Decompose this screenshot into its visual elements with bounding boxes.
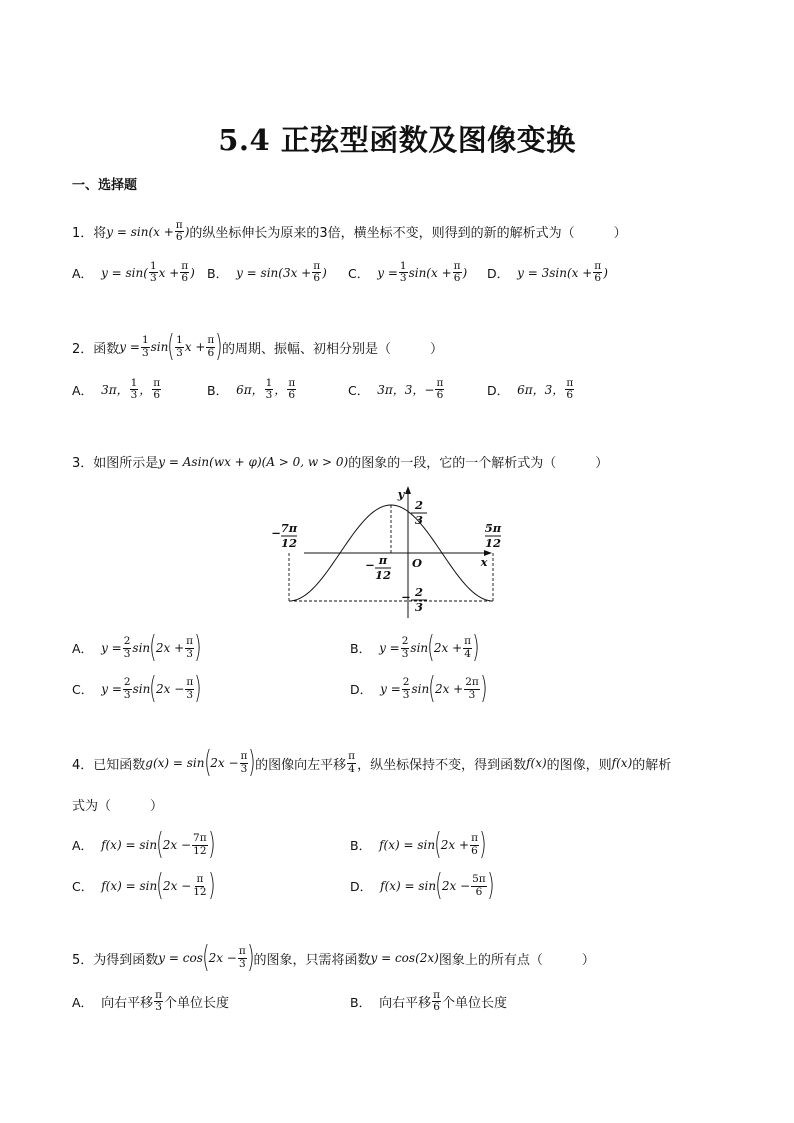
fraction [152, 378, 161, 401]
y-max-label-numerator: 2 [414, 498, 424, 512]
y-axis-label: y [397, 487, 405, 501]
math-run: 3π，3，− [377, 383, 435, 398]
fraction [185, 677, 194, 700]
left-paren: ( [428, 671, 436, 706]
fraction [265, 378, 274, 401]
fraction [192, 874, 207, 897]
parenthesized-group [156, 827, 216, 862]
parenthesized-group [149, 671, 202, 706]
fraction [347, 751, 356, 774]
math-run: y = [101, 682, 122, 696]
fraction [470, 833, 479, 856]
fraction [123, 636, 132, 659]
fraction-numerator: π [240, 750, 248, 763]
q1-stem [72, 220, 627, 243]
option-label: B． [350, 994, 372, 1010]
fraction-denominator: 3 [265, 389, 273, 402]
math-run: sin [132, 682, 151, 696]
fraction-numerator: 5π [472, 873, 486, 886]
q3-option-c[interactable] [72, 671, 202, 706]
q5-option-a[interactable] [72, 990, 229, 1013]
math-run: ) [190, 265, 195, 280]
fraction-numerator: π [238, 945, 246, 958]
math-run: y = cos [158, 951, 203, 965]
fraction-denominator: 3 [468, 688, 476, 701]
math-run: 2x + [155, 641, 185, 655]
text-run: 3．如图所示是 [72, 456, 159, 471]
fraction [402, 677, 411, 700]
fraction-numerator: 1 [265, 377, 273, 389]
parenthesized-group [202, 940, 255, 975]
parenthesized-group [434, 827, 487, 862]
fraction-numerator: π [181, 260, 189, 272]
right-paren: ) [207, 868, 216, 903]
parenthesized-group [427, 630, 480, 665]
text-run: 向右平移 [101, 996, 154, 1012]
q3-option-b[interactable] [350, 630, 480, 665]
option-label: B． [207, 382, 229, 398]
fraction [432, 990, 441, 1013]
fraction-numerator: π [186, 635, 194, 648]
fraction [464, 677, 480, 700]
fraction-denominator: 3 [399, 272, 407, 285]
fraction [593, 261, 602, 284]
math-run: 2x − [162, 838, 192, 852]
fraction-denominator: 3 [141, 346, 149, 359]
fraction [463, 636, 472, 659]
fraction-numerator: π [186, 676, 194, 689]
math-run: y = sin(x + [106, 224, 174, 239]
fraction [130, 378, 139, 401]
right-paren: ) [215, 329, 223, 364]
fraction-denominator: 6 [313, 272, 321, 285]
fraction-denominator: 6 [288, 389, 296, 402]
q4-stem [72, 745, 672, 780]
y-min-label-denominator: 3 [414, 600, 424, 614]
fraction-numerator: 2 [401, 635, 409, 648]
fraction-numerator: π [566, 377, 574, 389]
text-run: 的解析 [632, 757, 672, 773]
fraction-denominator: 6 [207, 346, 215, 359]
q1-option-d[interactable] [487, 261, 608, 284]
math-run: ) [603, 265, 608, 280]
math-run: y = cos [370, 951, 416, 965]
fraction [123, 677, 132, 700]
fraction-numerator: 1 [399, 260, 407, 272]
fraction-denominator: 4 [464, 647, 471, 660]
fraction-numerator: 1 [141, 334, 149, 347]
fraction-numerator: π [471, 832, 478, 845]
math-run: f(x) = sin [101, 838, 158, 852]
fraction-numerator: 2 [402, 676, 410, 689]
math-run: 2x − [210, 756, 239, 770]
q4-option-a[interactable] [72, 827, 216, 862]
fraction [175, 220, 184, 243]
q1-option-b[interactable] [207, 261, 327, 284]
left-paren: ( [434, 827, 442, 862]
fraction [192, 833, 208, 856]
math-run: f(x) = sin [380, 879, 437, 893]
q3-stem [72, 452, 608, 471]
fraction-denominator: 6 [433, 1001, 440, 1014]
fraction-numerator: π [433, 989, 440, 1001]
math-run: y = [119, 340, 140, 354]
text-run: 的图像向左平移 [255, 757, 347, 773]
math-run: y = [377, 265, 398, 280]
option-label: D． [350, 879, 373, 894]
right-paren: ) [480, 671, 488, 706]
left-paren: ( [435, 868, 443, 903]
right-paren: ) [248, 745, 256, 780]
option-label: C． [348, 382, 370, 398]
fraction-denominator: 3 [401, 647, 409, 660]
math-run: (2x) [415, 951, 439, 965]
math-run: g(x) = sin [145, 756, 205, 770]
fraction-numerator: π [196, 873, 204, 886]
math-run: ， [139, 383, 152, 398]
fraction-numerator: π [207, 334, 215, 347]
left-paren: ( [156, 827, 164, 862]
math-run: sin [410, 641, 429, 655]
x-left-label-denominator: 12 [280, 536, 298, 550]
option-label: A． [72, 838, 94, 853]
math-run: y = sin(3x + [236, 265, 312, 280]
right-paren: ) [486, 868, 495, 903]
q2-option-a[interactable] [72, 378, 162, 401]
parenthesized-group [149, 630, 202, 665]
text-run: 式为（ ） [72, 799, 164, 814]
fraction-denominator: 6 [153, 389, 161, 402]
q3-option-d[interactable] [350, 671, 488, 706]
fraction-numerator: π [175, 219, 183, 231]
fraction-denominator: 3 [176, 346, 183, 359]
math-run: 2x − [162, 879, 192, 893]
fraction-denominator: 3 [402, 688, 410, 701]
x-axis-label: x [480, 555, 488, 569]
fraction-denominator: 3 [186, 647, 193, 660]
fraction-denominator: 3 [186, 688, 194, 701]
fraction [471, 874, 487, 897]
text-run: 的图像，则 [546, 757, 612, 773]
fraction-numerator: π [464, 635, 472, 648]
math-run: y = [380, 682, 401, 696]
fraction-denominator: 3 [130, 389, 138, 402]
option-label: B． [207, 265, 229, 281]
math-run: 2x − [208, 951, 237, 965]
math-run: y = 3sin(x + [517, 265, 593, 280]
text-run: 向右平移 [379, 996, 432, 1012]
text-run: 的图象，只需将函数 [253, 952, 371, 968]
parenthesized-group [428, 671, 488, 706]
math-run: 6π， [236, 383, 264, 398]
math-run: ) [462, 265, 468, 280]
math-run: f(x) [611, 756, 633, 770]
page-title: 5.4 正弦型函数及图像变换 [218, 123, 576, 157]
fraction [154, 990, 163, 1013]
fraction [238, 946, 247, 969]
fraction-numerator: π [288, 377, 296, 389]
text-run: 图象上的所有点（ ） [438, 952, 595, 968]
left-paren: ( [203, 745, 212, 780]
right-paren: ) [479, 827, 487, 862]
fraction-numerator: 1 [176, 334, 183, 347]
math-run: x + [158, 265, 180, 280]
parenthesized-group [167, 329, 223, 364]
option-label: C． [72, 682, 94, 697]
fraction-denominator: 6 [181, 272, 189, 285]
x-left-label-sign: − [271, 526, 281, 540]
fraction [185, 636, 194, 659]
q4-option-b[interactable] [350, 827, 487, 862]
fraction-numerator: 2 [123, 676, 131, 689]
x-peak-label-numerator: π [378, 553, 388, 567]
option-label: D． [487, 382, 510, 398]
x-right-label-numerator: 5π [484, 521, 502, 535]
fraction-denominator: 12 [193, 844, 207, 857]
math-run: 6π，3， [517, 383, 565, 398]
right-paren: ) [246, 940, 255, 975]
option-label: D． [350, 682, 373, 697]
q4-stem-continued [72, 795, 163, 814]
math-run: sin(x + [408, 265, 452, 280]
fraction [401, 636, 410, 659]
fraction [240, 751, 249, 774]
parenthesized-group [203, 745, 256, 780]
fraction-numerator: π [453, 260, 461, 272]
y-min-label-numerator: 2 [414, 585, 424, 599]
fraction-denominator: 6 [453, 272, 461, 285]
fraction [287, 378, 296, 401]
text-run: 的周期、振幅、初相分别是（ ） [222, 341, 444, 357]
left-paren: ( [156, 868, 164, 903]
fraction-numerator: 2 [123, 635, 131, 648]
fraction-numerator: π [155, 989, 162, 1001]
fraction-denominator: 6 [475, 885, 483, 898]
fraction [141, 335, 150, 358]
fraction-denominator: 6 [471, 844, 478, 857]
q4-option-c[interactable] [72, 868, 216, 903]
q3-option-a[interactable] [72, 630, 202, 665]
text-run: 个单位长度 [442, 996, 508, 1012]
math-run: (wx + φ) [209, 454, 262, 469]
fraction [149, 261, 158, 284]
option-label: B． [350, 838, 372, 853]
right-paren: ) [194, 671, 202, 706]
fraction [565, 378, 574, 401]
fraction [180, 261, 189, 284]
option-label: B． [350, 641, 372, 656]
math-run: y = sin( [101, 265, 148, 280]
fraction-denominator: 6 [594, 272, 602, 285]
option-label: C． [348, 265, 370, 281]
math-run: f(x) = sin [379, 838, 436, 852]
fraction-denominator: 3 [240, 762, 248, 775]
math-run: x + [184, 340, 206, 354]
fraction-numerator: π [153, 377, 161, 389]
text-run: 1．将 [72, 226, 107, 242]
x-right-label-denominator: 12 [484, 536, 502, 550]
fraction-numerator: π [313, 260, 321, 272]
math-run: ) [322, 265, 327, 280]
left-paren: ( [149, 630, 157, 665]
fraction-denominator: 3 [123, 647, 131, 660]
sine-graph [271, 482, 502, 622]
q2-option-d[interactable] [487, 378, 575, 401]
q2-stem [72, 329, 444, 364]
text-run: 的纵坐标伸长为原来的3倍，横坐标不变，则得到的新的解析式为（ ） [189, 226, 627, 242]
left-paren: ( [427, 630, 435, 665]
q4-option-d[interactable] [350, 868, 495, 903]
fraction-denominator: 3 [149, 272, 157, 285]
option-label: C． [72, 879, 94, 894]
fraction-denominator: 4 [348, 762, 355, 775]
fraction [453, 261, 462, 284]
fraction-denominator: 3 [123, 688, 131, 701]
fraction-numerator: 2π [465, 676, 479, 689]
fraction [312, 261, 321, 284]
math-run: f(x) [526, 756, 547, 770]
x-peak-label-sign: − [365, 558, 375, 572]
math-run: 2x − [156, 682, 185, 696]
math-run: f(x) = sin [101, 879, 158, 893]
section-heading: 一、选择题 [72, 178, 138, 193]
math-run: 3π， [101, 383, 129, 398]
math-run: ， [274, 383, 287, 398]
parenthesized-group [435, 868, 495, 903]
fraction-numerator: 1 [149, 260, 157, 272]
y-axis-arrow [405, 486, 411, 494]
fraction-denominator: 3 [238, 957, 246, 970]
math-run: (A > 0, w > 0) [261, 454, 349, 469]
text-run: 5．为得到函数 [72, 952, 159, 968]
math-run: 2x − [441, 879, 471, 893]
q1-option-a[interactable] [72, 261, 195, 284]
fraction-denominator: 3 [155, 1001, 162, 1014]
math-run: 2x + [434, 682, 464, 696]
math-run: y = Asin [158, 454, 210, 469]
x-peak-label-denominator: 12 [374, 568, 392, 582]
fraction [435, 378, 444, 401]
fraction-numerator: π [436, 377, 444, 389]
math-run: 2x + [433, 641, 463, 655]
fraction-numerator: 7π [193, 832, 207, 845]
left-paren: ( [167, 329, 175, 364]
left-paren: ( [149, 671, 157, 706]
math-run: y = [101, 641, 122, 655]
math-run: ) [184, 224, 190, 239]
option-label: A． [72, 641, 94, 656]
fraction-denominator: 6 [175, 231, 183, 244]
fraction-numerator: π [594, 260, 602, 272]
fraction-denominator: 12 [193, 885, 207, 898]
option-label: A． [72, 265, 94, 281]
option-label: A． [72, 994, 94, 1010]
q5-option-b[interactable] [350, 990, 507, 1013]
fraction-denominator: 6 [436, 389, 444, 402]
fraction [175, 335, 184, 358]
parenthesized-group [156, 868, 216, 903]
text-run: 的图象的一段，它的一个解析式为（ ） [348, 456, 609, 471]
fraction [206, 335, 215, 358]
q2-option-c[interactable] [348, 378, 445, 401]
math-run: sin [132, 641, 151, 655]
math-run: y = [379, 641, 400, 655]
y-min-label-sign: − [401, 590, 411, 604]
math-run: sin [150, 340, 169, 354]
fraction-denominator: 6 [566, 389, 574, 402]
math-run: 2x + [440, 838, 470, 852]
fraction-numerator: π [348, 750, 356, 763]
left-paren: ( [202, 940, 210, 975]
q1-option-c[interactable] [348, 261, 467, 284]
right-paren: ) [472, 630, 480, 665]
math-run: sin [411, 682, 430, 696]
x-left-label-numerator: 7π [280, 521, 298, 535]
origin-label: O [411, 556, 423, 570]
right-paren: ) [194, 630, 202, 665]
fraction [399, 261, 408, 284]
option-label: A． [72, 382, 94, 398]
option-label: D． [487, 265, 510, 281]
text-run: 个单位长度 [163, 996, 229, 1012]
right-paren: ) [207, 827, 216, 862]
q2-option-b[interactable] [207, 378, 297, 401]
y-max-label-denominator: 3 [414, 513, 424, 527]
fraction-numerator: 1 [130, 377, 138, 389]
text-run: 4．已知函数 [72, 757, 146, 773]
q5-stem [72, 940, 595, 975]
text-run: ，纵坐标保持不变，得到函数 [357, 757, 527, 773]
text-run: 2．函数 [72, 341, 120, 357]
